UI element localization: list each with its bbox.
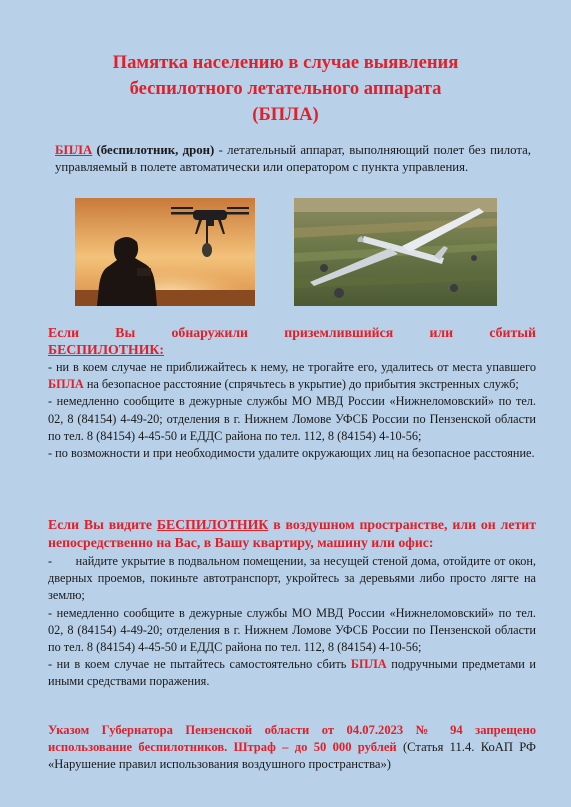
section2-list [48, 553, 540, 691]
section2-heading [48, 516, 536, 552]
definition-paragraph [55, 142, 531, 176]
section1-heading-word: или [429, 325, 454, 340]
definition-term: БПЛА [55, 143, 93, 157]
photo-fixed-wing-drone [294, 198, 497, 306]
section2-item-3-text-a: - ни в коем случае не пытайтесь самостоятельно сбить [48, 657, 351, 672]
section1-heading-line2: БЕСПИЛОТНИК: [48, 342, 165, 357]
section1-item-1-text-b: на безопасное расстояние (спрячьтесь в укрытие) до прибытия экстренных служб; [83, 377, 519, 392]
title-line-2: беспилотного летательного аппарата [129, 78, 442, 99]
photo-person-with-drone [75, 198, 255, 306]
section1-item-1-term: БПЛА [48, 377, 84, 392]
decree-normal-text: (Статья 11.4. КоАП РФ «Нарушение правил использования воздушного пространства») [48, 740, 537, 771]
section1-item-3: - по возможности и при необходимости удалите окружающих лиц на безопасное расстояние. [48, 446, 535, 461]
section1-heading-word: приземлившийся [284, 325, 394, 340]
section1-list [48, 359, 536, 462]
section2-item-1: - найдите укрытие в подвальном помещении, за несущей стеной дома, отойдите от окон, дверных проемов, покиньте автотранспорт, укройтесь за деревьями либо просто лягте на землю; [48, 554, 540, 603]
page-title [40, 50, 531, 128]
section1-item-2: - немедленно сообщите в дежурные службы МО МВД России «Нижнеломовский» по тел. 02, 8 (84154) 4-49-20; отделения в г. Нижнем Ломове УФСБ России по Пензенской области по тел. 8 (84154) 4-45-50 и ЕДДС района по тел. 112, 8 (84154) 4-10-56; [48, 394, 536, 443]
person-drone-illustration [75, 198, 255, 306]
section2-item-3-term: БПЛА [350, 657, 387, 672]
governor-decree-note [48, 722, 536, 773]
section1-heading-word: обнаружили [171, 325, 249, 340]
definition-text: - летательный аппарат, выполняющий полет без пилота, управляемый в полете автоматически или оператором с пункта управления. [55, 143, 532, 174]
fixed-wing-drone-illustration [294, 198, 497, 306]
section1-heading-word: Если [48, 325, 80, 340]
section2-heading-term: БЕСПИЛОТНИК [156, 517, 269, 532]
section1-heading [48, 324, 536, 358]
section2-item-2: - немедленно сообщите в дежурные службы МО МВД России «Нижнеломовский» по тел. 02, 8 (84154) 4-49-20; отделения в г. Нижнем Ломове УФСБ России по Пензенской области по тел. 8 (84154) 4-45-50 и ЕДДС района по тел. 112, 8 (84154) 4-10-56; [48, 605, 536, 655]
section1-item-1 [48, 359, 536, 393]
section2-heading-text-b: в воздушном пространстве, или он летит непосредственно на Вас, в Вашу квартиру, машину или офис: [48, 517, 536, 550]
section2-item-3 [48, 656, 536, 690]
title-line-3: (БПЛА) [252, 104, 319, 125]
title-line-1: Памятка населению в случае выявления [112, 52, 459, 73]
section1-heading-line1 [48, 324, 536, 341]
decree-bold-text: Указом Губернатора Пензенской области от 04.07.2023 № 94 запрещено использование беспилотников. Штраф – до 50 000 рублей [48, 723, 536, 754]
definition-aliases: (беспилотник, дрон) [96, 143, 215, 157]
section1-heading-word: сбитый [489, 325, 536, 340]
section2-heading-text-a: Если Вы видите [48, 517, 157, 532]
section1-heading-word: Вы [115, 325, 136, 340]
section2-item-3-text-b: подручными предметами и иными средствами поражения. [48, 657, 537, 689]
section1-item-1-text-a: - ни в коем случае не приближайтесь к нему, не трогайте его, удалитесь от места упавшего [48, 360, 536, 374]
